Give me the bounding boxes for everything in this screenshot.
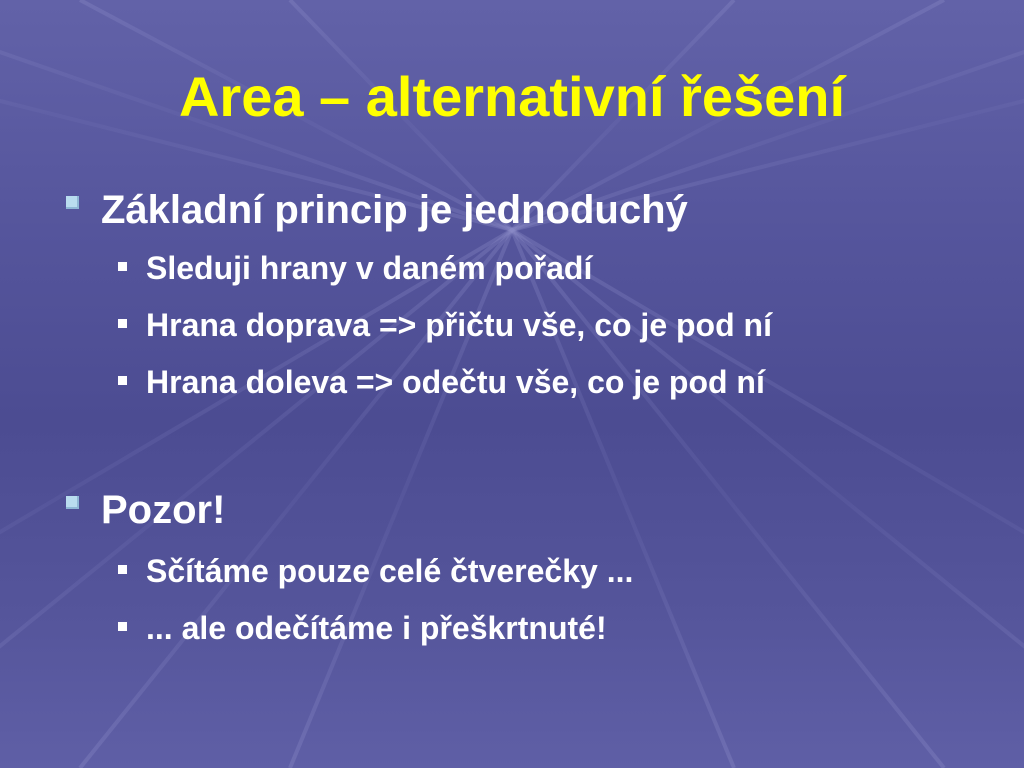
slide-title: Area – alternativní řešení [178, 65, 846, 128]
square-bullet-icon [118, 319, 127, 328]
square-bullet-icon [118, 376, 127, 385]
bullet-heading: Pozor! [101, 488, 226, 532]
sub-bullet-text: Hrana doleva => odečtu vše, co je pod ní [146, 364, 765, 400]
sub-bullet-text: Hrana doprava => přičtu vše, co je pod ní [146, 307, 772, 343]
bullet-heading: Základní princip je jednoduchý [101, 188, 688, 232]
square-bullet-icon [118, 622, 127, 631]
square-bullet-icon [118, 262, 127, 271]
square-bullet-icon [66, 196, 79, 209]
square-bullet-icon [118, 565, 127, 574]
sub-bullet-text: Sčítáme pouze celé čtverečky ... [146, 553, 634, 589]
sub-bullet-text: Sleduji hrany v daném pořadí [146, 250, 593, 286]
square-bullet-icon [66, 496, 79, 509]
sub-bullet-text: ... ale odečítáme i přeškrtnuté! [146, 610, 607, 646]
